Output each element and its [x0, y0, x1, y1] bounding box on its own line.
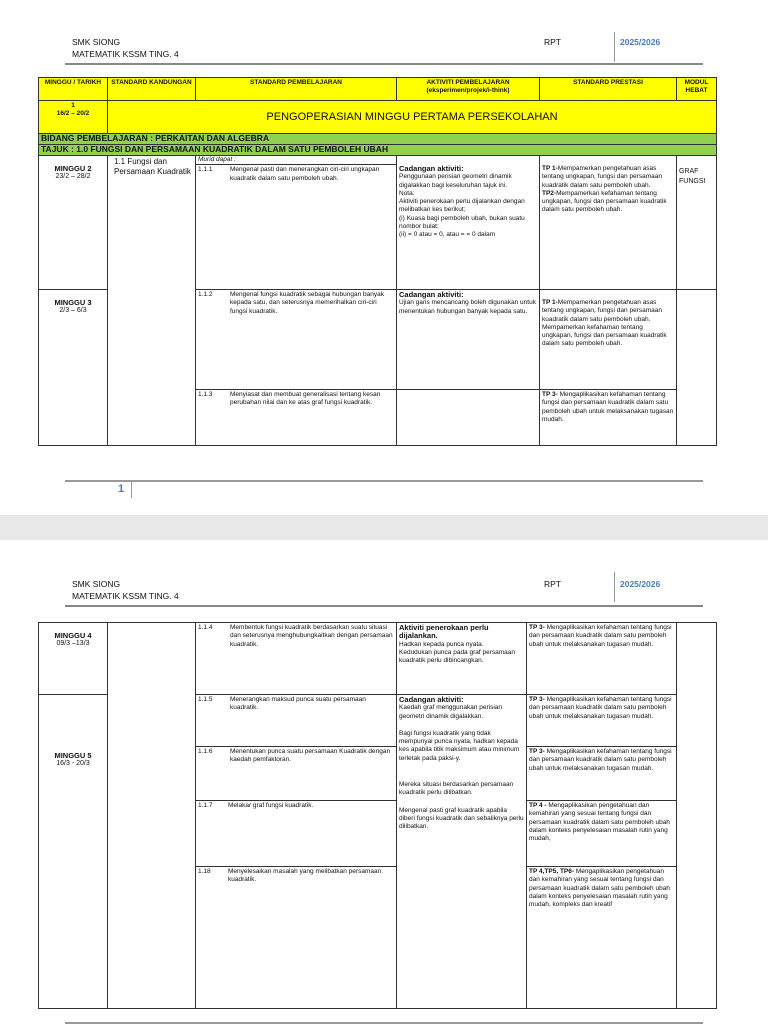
modul-empty — [677, 290, 717, 446]
sp-1-1-3-cell — [196, 390, 397, 446]
week-5-date: 16/3 - 20/3 — [56, 760, 90, 768]
sp-text: Menyelesaikan masalah yang melibatkan persamaan kuadratik. — [228, 868, 382, 884]
week-4-label: MINGGU 4 — [54, 631, 92, 640]
year-label: 2025/2026 — [620, 579, 661, 589]
week-3-cell — [39, 290, 108, 446]
week-1-date: 16/2 – 20/2 — [56, 110, 90, 118]
col-standard-kandungan: STANDARD KANDUNGAN — [108, 78, 196, 101]
sp-text: Mengenal pasti dan menerangkan ciri-ciri ungkapan kuadratik dalam satu pemboleh ubah. — [230, 166, 380, 182]
sp-1-1-1-cell — [196, 156, 397, 290]
col-aktiviti: AKTIVITI PEMBELAJARAN (eksperimen/projek/i-think) — [397, 78, 540, 101]
modul-hebat-cell — [677, 156, 717, 290]
sp-code: 1.1.2 — [198, 291, 213, 298]
sp-text: Mengenal fungsi kuadratik sebagai hubungan banyak kepada satu, dan seterusnya memerihalkan ciri-ciri fungsi kuadratik. — [230, 291, 384, 315]
week-3-label: MINGGU 3 — [54, 298, 92, 307]
tp-text: Mengaplikasikan pengetahuan dan kemahiran yang sesuai tentang fungsi dan persamaan kuadratik dalam satu pemboleh ubah dalam konteks penyelesaian masalah rutin yang mudah, — [529, 802, 670, 843]
sp-code: 1.1.3 — [198, 391, 213, 398]
sp-1-1-5-cell — [196, 695, 397, 747]
prestasi-5 — [527, 695, 677, 747]
sp-text: Menerangkan maksud punca suatu persamaan kuadratik. — [230, 696, 366, 712]
sp-text: Menyiasat dan membuat generalisasi tentang kesan perubahan nilai dan ke atas graf fungsi kuadratik. — [230, 391, 381, 407]
header-rule — [65, 605, 703, 607]
aktiviti-heading: Cadangan aktiviti: — [399, 164, 464, 173]
sp-code: 1.1.5 — [198, 696, 213, 703]
murid-dapat: Murid dapat : — [196, 156, 396, 165]
tp-label: TP 3- — [529, 748, 545, 755]
sp-1-1-4-cell — [196, 623, 397, 695]
week-2-cell — [39, 156, 108, 290]
sp-1-1-7-cell — [196, 801, 397, 867]
tp-text: Mengaplikasikan kefahaman tentang fungsi dan persamaan kuadratik dalam satu pemboleh ubah untuk melaksanakan tugasan mudah. — [542, 391, 674, 423]
col-modul-hebat: MODUL HEBAT — [677, 78, 717, 101]
aktiviti-line: Kedudukan punca pada graf persamaan kuadratik perlu dibincangkan. — [399, 648, 516, 665]
tp-label: TP2- — [542, 189, 557, 197]
aktiviti-3 — [397, 390, 540, 446]
aktiviti-line: melibatkan kes berikut; — [399, 206, 466, 214]
week-1-cell — [39, 101, 108, 134]
week-4-cell — [39, 623, 108, 695]
modul-graf-fungsi: GRAF FUNGSI — [679, 168, 706, 185]
page-number: 1 — [118, 483, 125, 495]
sp-1-18-cell — [196, 867, 397, 1009]
aktiviti-line: (i) Kuasa bagi pemboleh ubah, bukan suatu — [399, 214, 525, 222]
aktiviti-line: Kaedah graf menggunakan perisian geometri dinamik digalakkan. — [399, 704, 502, 720]
aktiviti-line: Mereka situasi berdasarkan persamaan kuadratik perlu dilibatkan. — [399, 781, 514, 797]
tp-text: Mempamerkan kefahaman tentang ungkapan, fungsi dan persamaan kuadratik dalam satu pemboleh ubah. — [542, 189, 667, 214]
header-rule — [65, 63, 703, 65]
aktiviti-line: (ii) = 0 atau = 0, atau = = 0 dalam — [399, 231, 496, 239]
sp-text: Menentukan punca suatu persamaan Kuadratik dengan kaedah pemfaktoran. — [230, 748, 391, 764]
rpt-label: RPT — [544, 579, 561, 589]
tp-text: Mengaplikasikan kefahaman tentang fungsi dan persamaan kuadratik dalam satu pemboleh ubah untuk melaksanakan tugasan mudah. — [529, 696, 672, 720]
col-standard-prestasi: STANDARD PRESTASI — [540, 78, 677, 101]
modul-empty — [677, 623, 717, 1009]
school-name: SMK SIONG — [72, 579, 121, 589]
tp-label: TP 4,TP5, TP6- — [529, 868, 575, 875]
prestasi-8 — [527, 867, 677, 1009]
rpt-table-page-1 — [38, 77, 717, 446]
sp-code: 1.1.7 — [198, 802, 213, 809]
tp-text: Mengaplikasikan kefahaman tentang fungsi dan persamaan kuadratik dalam satu pemboleh ubah untuk melaksanakan tugasan mudah. — [529, 748, 672, 772]
document-page-2 — [0, 540, 768, 1024]
aktiviti-4 — [397, 623, 527, 695]
subject-name: MATEMATIK KSSM TING. 4 — [72, 591, 179, 601]
tp-text: Mengaplikasikan kefahaman tentang fungsi dan persamaan kuadratik dalam satu pemboleh ubah untuk melaksanakan tugasan mudah. — [529, 624, 672, 648]
sp-1-1-2-cell — [196, 290, 397, 390]
col-standard-pembelajaran: STANDARD PEMBELAJARAN — [196, 78, 397, 101]
week-1-title: PENGOPERASIAN MINGGU PERTAMA PERSEKOLAHAN — [108, 101, 717, 134]
header-divider — [614, 572, 615, 602]
tp-label: TP 3- — [529, 624, 545, 631]
sp-code: 1.1.4 — [198, 624, 213, 631]
header-divider — [614, 32, 615, 62]
aktiviti-heading: Cadangan aktiviti: — [399, 290, 464, 299]
aktiviti-line: Bagi fungsi kuadratik yang tidak mempunyai punca nyata, hadkan kepada kes apabila titik maksimum atau minimum terletak pada paksi-y. — [399, 729, 520, 762]
sp-code: 1.18 — [198, 868, 211, 875]
year-label: 2025/2026 — [620, 37, 661, 47]
week-3-date: 2/3 – 6/3 — [59, 307, 87, 315]
aktiviti-heading: Cadangan aktiviti: — [399, 695, 464, 704]
sp-text: Melakar graf fungsi kuadratik. — [228, 802, 314, 809]
tajuk: TAJUK : 1.0 FUNGSI DAN PERSAMAAN KUADRATIK DALAM SATU PEMBOLEH UBAH — [39, 145, 717, 156]
footer-rule — [65, 480, 703, 482]
week-4-date: 09/3 –13/3 — [56, 640, 90, 648]
tp-label: TP 3- — [542, 391, 558, 398]
week-1-number: 1 — [71, 102, 75, 109]
prestasi-7 — [527, 801, 677, 867]
sp-1-1-6-cell — [196, 747, 397, 801]
sp-code: 1.1.6 — [198, 748, 213, 755]
week-2-label: MINGGU 2 — [54, 164, 92, 173]
prestasi-2 — [540, 290, 677, 390]
aktiviti-line: Aktiviti penerokaan perlu dijalankan dengan — [399, 198, 525, 206]
tp-text: Mempamerkan pengetahuan asas tentang ungkapan, fungsi dan persamaan kuadratik dalam satu pemboleh ubah. — [542, 299, 662, 323]
aktiviti-line: Mengenal pasti graf kuadratik apabila diberi fungsi kuadratik dan sebaliknya perlu dilibatkan. — [399, 806, 524, 831]
week-5-cell — [39, 695, 108, 1009]
rpt-label: RPT — [544, 37, 561, 47]
standard-kandungan-1-1: 1.1 Fungsi dan Persamaan Kuadratik — [108, 156, 196, 446]
aktiviti-line: Ujian garis mencancang boleh digunakan untuk menentukan hubungan banyak kepada satu. — [399, 299, 536, 315]
week-2-date: 23/2 – 28/2 — [55, 173, 91, 181]
prestasi-1 — [540, 156, 677, 290]
prestasi-4 — [527, 623, 677, 695]
subject-name: MATEMATIK KSSM TING. 4 — [72, 49, 179, 59]
tp-text: Mempamerkan kefahaman tentang ungkapan, fungsi dan persamaan kuadratik dalam satu pemboleh ubah. — [542, 323, 667, 348]
rpt-table-page-2 — [38, 622, 717, 1009]
week-5-label: MINGGU 5 — [54, 751, 92, 760]
aktiviti-line: Nota: — [399, 189, 415, 197]
aktiviti-1 — [397, 156, 540, 290]
sp-text: Membentuk fungsi kuadratik berdasarkan suatu situasi dan seterusnya menghubungkaitkan dengan persamaan kuadratik. — [230, 624, 393, 648]
prestasi-3 — [540, 390, 677, 446]
sk-empty — [108, 623, 196, 1009]
aktiviti-heading: Aktiviti penerokaan perlu dijalankan. — [399, 623, 489, 641]
tp-text: Mengaplikasikan pengetahuan dan kemahiran yang sesuai tentang fungsi dan persamaan kuadratik dalam satu pemboleh ubah dalam konteks penyelesaian masalah rutin yang mudah, kompleks dan kreatif — [529, 868, 670, 909]
tp-label: TP 1- — [542, 165, 558, 172]
prestasi-6 — [527, 747, 677, 801]
bidang-pembelajaran: BIDANG PEMBELAJARAN : PERKAITAN DAN ALGEBRA — [39, 134, 717, 145]
aktiviti-line: Penggunaan perisian geometri dinamik digalakkan bagi keseluruhan tajuk ini. — [399, 173, 512, 189]
footer-divider — [131, 482, 132, 498]
school-name: SMK SIONG — [72, 37, 121, 47]
page-gap — [0, 515, 768, 540]
aktiviti-5 — [397, 695, 527, 1009]
aktiviti-line: Hadkan kepada punca nyata. — [399, 640, 484, 648]
tp-text: Mempamerkan pengetahuan asas tentang ungkapan, fungsi dan persamaan kuadratik dalam satu pemboleh ubah. — [542, 165, 662, 189]
aktiviti-2 — [397, 290, 540, 390]
tp-label: TP 3- — [529, 696, 545, 703]
tp-label: TP 1- — [542, 299, 558, 306]
tp-label: TP 4 - — [529, 802, 547, 809]
col-minggu: MINGGU / TARIKH — [39, 78, 108, 101]
footer-rule — [65, 1022, 703, 1024]
sp-code: 1.1.1 — [198, 166, 213, 174]
aktiviti-line: nombor bulat; — [399, 223, 439, 231]
